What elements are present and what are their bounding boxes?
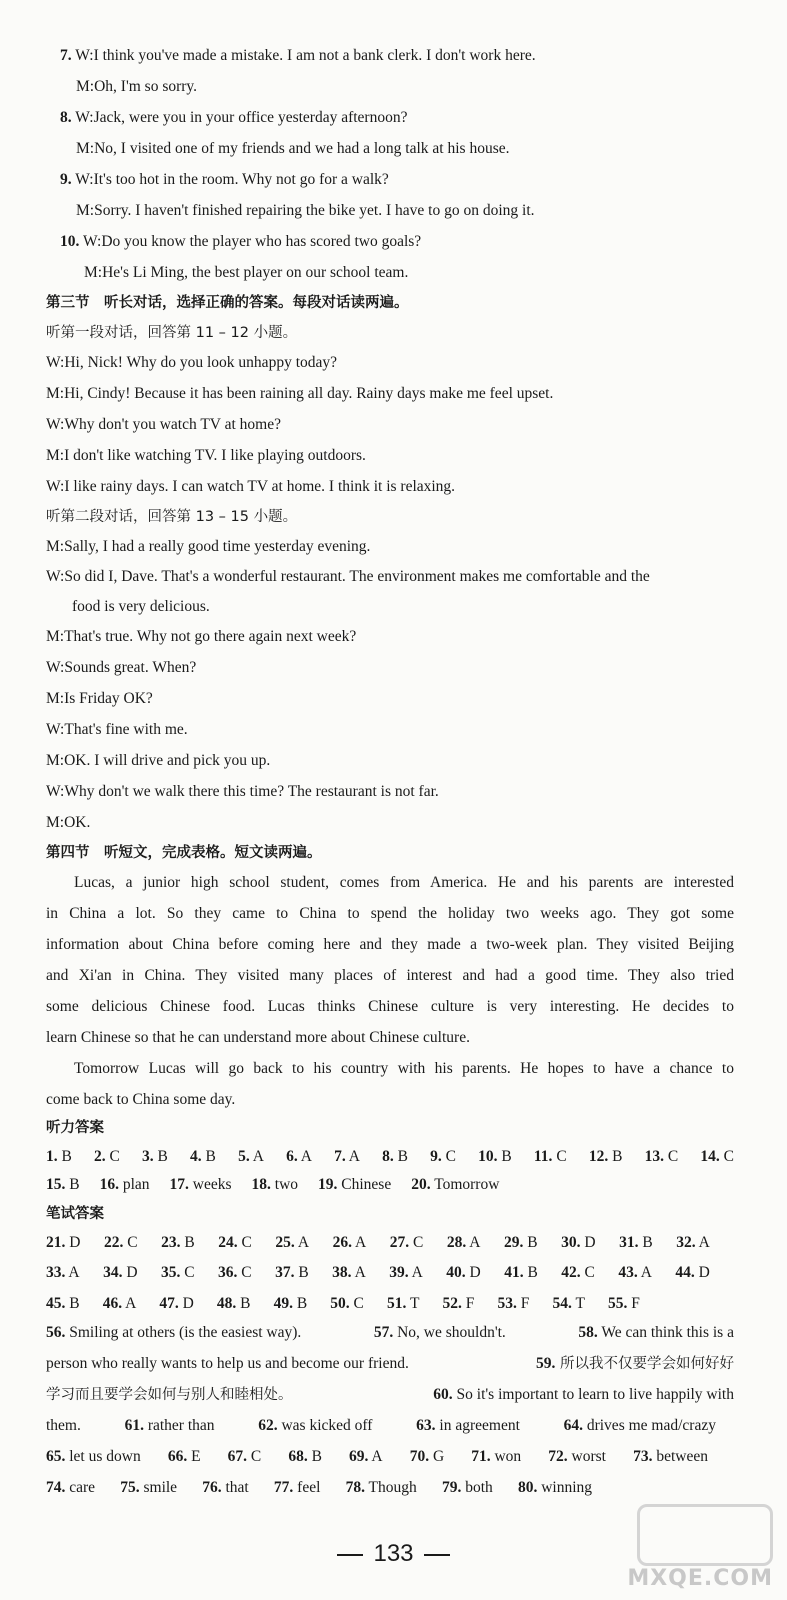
answer-item: 31. B xyxy=(619,1234,653,1251)
answer-item: 46. A xyxy=(102,1295,137,1312)
answer-item: 2. C xyxy=(94,1148,120,1165)
written-text-line xyxy=(46,1478,592,1498)
answer-item: 1. B xyxy=(46,1148,72,1165)
answer-item: 18. two xyxy=(251,1176,299,1193)
conv2-line: W:That's fine with me. xyxy=(46,721,188,738)
answer-item: 17. weeks xyxy=(169,1176,232,1193)
answer-item: 4. B xyxy=(190,1148,216,1165)
answer-item: 8. B xyxy=(382,1148,408,1165)
answer-item: 24. C xyxy=(218,1234,252,1251)
written-text-line xyxy=(46,1385,734,1405)
answer-item: 77. feel xyxy=(273,1479,321,1496)
answer-item: 25. A xyxy=(275,1234,310,1251)
conv2-line: food is very delicious. xyxy=(72,598,210,615)
answer-item: 51. T xyxy=(386,1295,420,1312)
answer-item: 33. A xyxy=(46,1264,80,1281)
answer-item: 55. F xyxy=(608,1295,640,1312)
page-number: 133 xyxy=(0,1540,787,1568)
written-text-line xyxy=(46,1323,734,1343)
answer-item: 22. C xyxy=(104,1234,138,1251)
answer-item: 56. Smiling at others (is the easiest way). xyxy=(46,1324,302,1341)
answer-item: them. xyxy=(46,1417,81,1434)
conv2-line: W:Why don't we walk there this time? The restaurant is not far. xyxy=(46,783,439,800)
answer-item: 37. B xyxy=(275,1264,309,1281)
answer-item: 70. G xyxy=(409,1448,445,1465)
dialog-line-9-w: 9. W:It's too hot in the room. Why not go for a walk? xyxy=(60,171,389,188)
written-answers-title: 笔试答案 xyxy=(46,1206,104,1222)
answer-item: 41. B xyxy=(504,1264,538,1281)
section4-title: 第四节 听短文，完成表格。短文读两遍。 xyxy=(46,845,322,861)
conv1-line: M:Hi, Cindy! Because it has been raining all day. Rainy days make me feel upset. xyxy=(46,385,554,402)
conv1-title: 听第一段对话，回答第 11 – 12 小题。 xyxy=(46,325,298,341)
answer-item: 20. Tomorrow xyxy=(411,1176,500,1193)
conv2-line: M:That's true. Why not go there again next week? xyxy=(46,628,357,645)
answer-item: 6. A xyxy=(286,1148,312,1165)
answer-item: 65. let us down xyxy=(46,1448,141,1465)
answer-item: 13. C xyxy=(644,1148,679,1165)
dialog-line-10-m: M:He's Li Ming, the best player on our school team. xyxy=(84,264,409,281)
conv2-line: M:OK. I will drive and pick you up. xyxy=(46,752,271,769)
answer-item: 27. C xyxy=(389,1234,424,1251)
dash-right xyxy=(424,1554,450,1556)
watermark-text: MXQE.COM xyxy=(627,1566,773,1591)
conv1-line: W:I like rainy days. I can watch TV at home. I think it is relaxing. xyxy=(46,478,456,495)
answer-item: 32. A xyxy=(676,1234,710,1251)
conv2-line: W:Sounds great. When? xyxy=(46,659,197,676)
passage-line: information about China before coming here and they made a two-week plan. They visited Beijing xyxy=(46,936,734,953)
written-answers-row2 xyxy=(46,1263,710,1283)
answer-item: 60. So it's important to learn to live happily with xyxy=(433,1386,734,1403)
answer-item: 21. D xyxy=(46,1234,81,1251)
written-answers-row3 xyxy=(46,1294,640,1314)
answer-item: 58. We can think this is a xyxy=(578,1324,734,1341)
answer-item: 71. won xyxy=(471,1448,522,1465)
answer-item: 39. A xyxy=(389,1264,423,1281)
answer-item: 14. C xyxy=(700,1148,734,1165)
dialog-line-8-m: M:No, I visited one of my friends and we had a long talk at his house. xyxy=(76,140,510,157)
answer-item: 52. F xyxy=(442,1295,475,1312)
answer-item: 9. C xyxy=(430,1148,456,1165)
answer-item: 80. winning xyxy=(517,1479,592,1496)
answer-item: 42. C xyxy=(561,1264,595,1281)
listening-answers-title: 听力答案 xyxy=(46,1120,104,1136)
answer-item: 34. D xyxy=(103,1264,138,1281)
passage-line: Tomorrow Lucas will go back to his country with his parents. He hopes to have a chance to xyxy=(74,1060,734,1077)
passage-line: and Xi'an in China. They visited many places of interest and had a good time. They also tried xyxy=(46,967,734,984)
answer-item: 45. B xyxy=(46,1295,80,1312)
answer-item: 11. C xyxy=(533,1148,567,1165)
answer-item: 76. that xyxy=(202,1479,249,1496)
answer-item: 36. C xyxy=(218,1264,252,1281)
answer-item: 69. A xyxy=(349,1448,383,1465)
dialog-line-9-m: M:Sorry. I haven't finished repairing the bike yet. I have to go on doing it. xyxy=(76,202,535,219)
conv1-line: W:Why don't you watch TV at home? xyxy=(46,416,281,433)
passage-line: Lucas, a junior high school student, comes from America. He and his parents are interested xyxy=(74,874,734,891)
answer-item: 57. No, we shouldn't. xyxy=(373,1324,506,1341)
dialog-line-7-m: M:Oh, I'm so sorry. xyxy=(76,78,198,95)
answer-item: 67. C xyxy=(227,1448,262,1465)
answer-item: 学习而且要学会如何与别人和睦相处。 xyxy=(46,1387,293,1403)
written-text-line xyxy=(46,1416,716,1436)
answer-item: 78. Though xyxy=(345,1479,417,1496)
dash-left xyxy=(337,1554,363,1556)
watermark-badge-icon xyxy=(637,1504,773,1566)
answer-item: 5. A xyxy=(238,1148,264,1165)
answer-item: 40. D xyxy=(446,1264,481,1281)
answer-item: 59. 所以我不仅要学会如何好好 xyxy=(536,1355,734,1372)
answer-item: 54. T xyxy=(552,1295,585,1312)
answer-item: 47. D xyxy=(159,1295,194,1312)
answer-item: 30. D xyxy=(561,1234,596,1251)
passage-line: in China a lot. So they came to China to spend the holiday two weeks ago. They got some xyxy=(46,905,734,922)
answer-item: 63. in agreement xyxy=(416,1417,520,1434)
answer-item: 48. B xyxy=(216,1295,251,1312)
answer-item: 16. plan xyxy=(99,1176,150,1193)
answer-item: 23. B xyxy=(161,1234,195,1251)
answer-item: 75. smile xyxy=(120,1479,178,1496)
answer-item: 28. A xyxy=(446,1234,481,1251)
passage-line: come back to China some day. xyxy=(46,1091,236,1108)
answer-item: 3. B xyxy=(142,1148,168,1165)
conv2-line: M:OK. xyxy=(46,814,91,831)
answer-item: 79. both xyxy=(441,1479,493,1496)
answer-item: 73. between xyxy=(633,1448,708,1465)
written-text-line xyxy=(46,1447,708,1467)
watermark-logo xyxy=(611,1500,781,1596)
section3-title: 第三节 听长对话，选择正确的答案。每段对话读两遍。 xyxy=(46,295,409,311)
answer-item: 12. B xyxy=(588,1148,623,1165)
dialog-line-10-w: 10. W:Do you know the player who has scored two goals? xyxy=(60,233,422,250)
passage-line: some delicious Chinese food. Lucas thinks Chinese culture is very interesting. He decides to xyxy=(46,998,734,1015)
answer-item: 66. E xyxy=(167,1448,201,1465)
answer-item: 29. B xyxy=(503,1234,538,1251)
answer-item: 68. B xyxy=(288,1448,322,1465)
conv2-line: W:So did I, Dave. That's a wonderful restaurant. The environment makes me comfortable and the xyxy=(46,568,650,585)
listening-answers-row2 xyxy=(46,1175,524,1195)
answer-item: 62. was kicked off xyxy=(258,1417,373,1434)
dialog-line-7-w: 7. W:I think you've made a mistake. I am not a bank clerk. I don't work here. xyxy=(60,47,536,64)
answer-item: 7. A xyxy=(334,1148,360,1165)
conv2-line: M:Is Friday OK? xyxy=(46,690,153,707)
answer-item: 43. A xyxy=(618,1264,652,1281)
answer-item: 61. rather than xyxy=(124,1417,215,1434)
answer-item: 44. D xyxy=(675,1264,710,1281)
answer-item: 53. F xyxy=(497,1295,530,1312)
answer-item: 35. C xyxy=(160,1264,195,1281)
conv2-title: 听第二段对话，回答第 13 – 15 小题。 xyxy=(46,509,298,525)
answer-item: 49. B xyxy=(273,1295,308,1312)
answer-item: 64. drives me mad/crazy xyxy=(563,1417,716,1434)
listening-answers-row1 xyxy=(46,1147,734,1167)
conv1-line: W:Hi, Nick! Why do you look unhappy today? xyxy=(46,354,338,371)
answer-item: 10. B xyxy=(478,1148,512,1165)
passage-line: learn Chinese so that he can understand more about Chinese culture. xyxy=(46,1029,470,1046)
answer-item: 74. care xyxy=(46,1479,96,1496)
written-answers-row1 xyxy=(46,1233,710,1253)
conv1-line: M:I don't like watching TV. I like playing outdoors. xyxy=(46,447,366,464)
answer-item: 15. B xyxy=(46,1176,80,1193)
conv2-line: M:Sally, I had a really good time yesterday evening. xyxy=(46,538,371,555)
written-text-line xyxy=(46,1354,734,1374)
answer-item: 19. Chinese xyxy=(318,1176,392,1193)
dialog-line-8-w: 8. W:Jack, were you in your office yesterday afternoon? xyxy=(60,109,408,126)
answer-item: person who really wants to help us and become our friend. xyxy=(46,1355,409,1372)
answer-item: 72. worst xyxy=(548,1448,606,1465)
answer-item: 38. A xyxy=(332,1264,366,1281)
answer-item: 26. A xyxy=(332,1234,367,1251)
answer-item: 50. C xyxy=(330,1295,364,1312)
